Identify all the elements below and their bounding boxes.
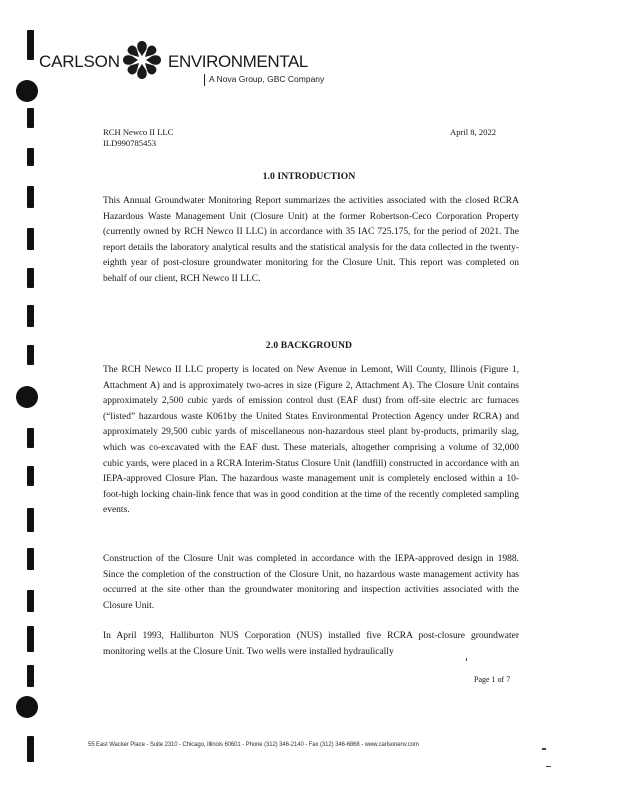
logo-emblem-icon — [120, 38, 164, 82]
paragraph-introduction: This Annual Groundwater Monitoring Report summarizes the activities associated with the closed RCRA Hazardous Waste Management Unit (Closure Unit) at the former Robertson-Ceco Corporation Property (currently owned by RCH Newco II LLC) in accordance with 35 IAC 725.175, for the period of 2021. The report details the laboratory analytical results and the statistical analysis for the data collected in the twenty-eighth year of post-closure groundwater monitoring for the Closure Unit. This report was completed on behalf of our client, RCH Newco II LLC. — [103, 196, 519, 284]
scan-speck — [542, 748, 546, 750]
scan-speck — [546, 766, 551, 767]
scan-speck — [466, 658, 467, 661]
scan-mark — [27, 268, 34, 288]
scan-mark — [27, 108, 34, 128]
scan-mark — [27, 305, 34, 327]
logo-text-right: ENVIRONMENTAL — [168, 52, 308, 71]
logo-text-left: CARLSON — [39, 52, 120, 71]
section-heading-introduction: 1.0 INTRODUCTION — [262, 171, 356, 182]
page-number: Page 1 of 7 — [474, 675, 511, 684]
scan-mark — [27, 148, 34, 166]
scan-mark — [27, 590, 34, 612]
scan-mark — [27, 466, 34, 486]
report-date: April 8, 2022 — [450, 127, 497, 137]
company-logo — [36, 38, 326, 88]
scan-mark — [27, 228, 34, 250]
paragraph-background-1: The RCH Newco II LLC property is located on New Avenue in Lemont, Will County, Illinois (Figure 1, Attachment A) and is approximately two-acres in size (Figure 2, Attachment A). The Closure Unit contains approximately 2,500 cubic yards of emission control dust (EAF dust) from off-site electric arc furnaces (“listed” hazardous waste K061by the United States Environmental Protection Agency under RCRA) and approximately 29,500 cubic yards of miscellaneous non-hazardous steel plant by-products, primarily slag, which was co-excavated with the EAF dust. These materials, altogether comprising a volume of 32,000 cubic yards, were placed in a RCRA Interim-Status Closure Unit (landfill) constructed in accordance with an IEPA-approved Closure Plan. The hazardous waste management unit is completely enclosed within a 10-foot-high locking chain-link fence that was in good condition at the time of the recently completed sampling events. — [103, 365, 519, 516]
scan-mark — [27, 626, 34, 652]
punch-hole — [16, 386, 38, 408]
site-id-number: ILD990785453 — [103, 137, 156, 148]
scan-mark — [27, 186, 34, 208]
scan-mark — [27, 665, 34, 687]
scan-mark — [27, 30, 34, 60]
footer-address: 55 East Wacker Place - Suite 2310 - Chicago, Illinois 60601 - Phone (312) 346-2140 - Fax (312) 346-6868 - www.carlsonenv.com — [88, 742, 419, 748]
punch-hole — [16, 80, 38, 102]
paragraph-background-3: In April 1993, Halliburton NUS Corporation (NUS) installed five RCRA post-closure groundwater monitoring wells at the Closure Unit. Two wells were installed hydraulically — [103, 631, 519, 657]
client-name: RCH Newco II LLC — [103, 127, 174, 137]
paragraph-background-2: Construction of the Closure Unit was completed in accordance with the IEPA-approved design in 1988. Since the completion of the construction of the Closure Unit, no hazardous waste management activity has occurred at the site other than the groundwater monitoring and inspection activities associated with the Closure Unit. — [103, 554, 519, 611]
logo-divider — [204, 74, 205, 86]
recipient-block — [103, 127, 173, 148]
logo-tagline: A Nova Group, GBC Company — [209, 74, 325, 84]
scan-mark — [27, 736, 34, 762]
scan-mark — [27, 428, 34, 448]
scan-mark — [27, 548, 34, 570]
punch-hole — [16, 696, 38, 718]
section-heading-background: 2.0 BACKGROUND — [265, 340, 353, 351]
scan-mark — [27, 508, 34, 532]
